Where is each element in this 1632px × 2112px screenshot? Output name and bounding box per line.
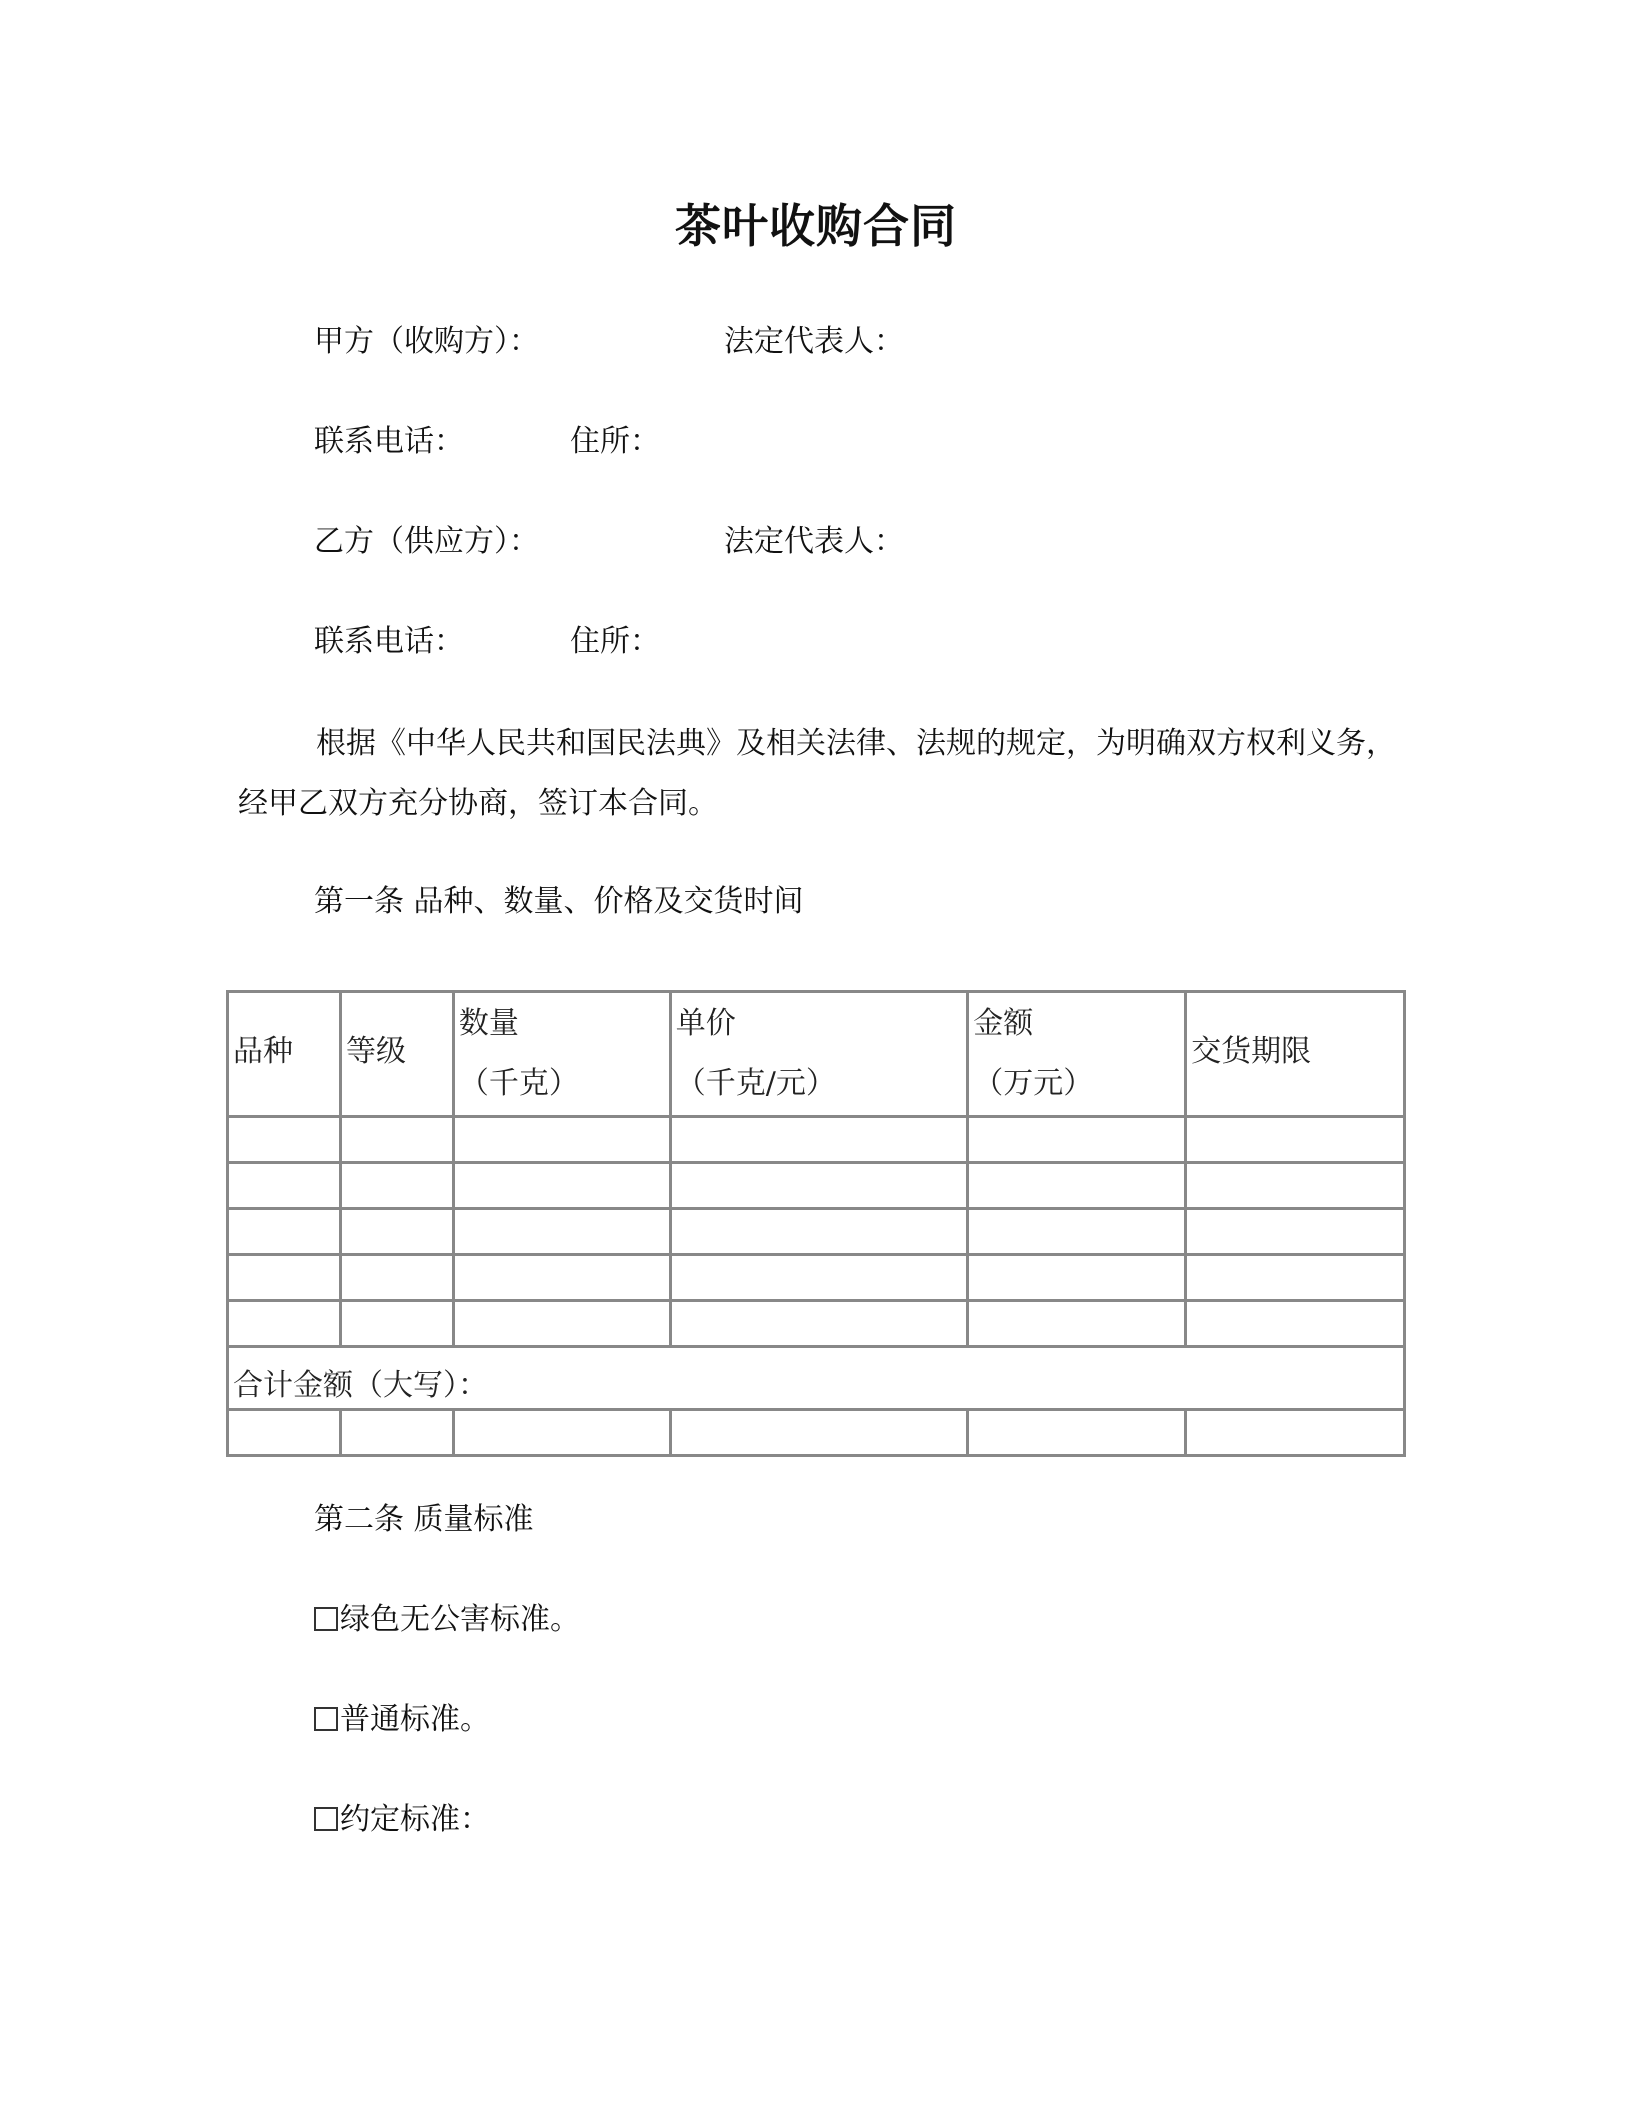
table-cell[interactable]	[228, 1209, 341, 1255]
quality-option-label: 绿色无公害标准。	[340, 1602, 580, 1637]
table-cell[interactable]	[340, 1163, 453, 1209]
header-grade: 等级	[340, 992, 453, 1117]
table-row	[228, 1410, 1405, 1456]
table-row	[228, 1301, 1405, 1347]
table-cell[interactable]	[968, 1410, 1186, 1456]
party-b-label: 乙方（供应方）：	[314, 524, 539, 559]
party-b-rep-label: 法定代表人：	[724, 524, 904, 559]
party-a-rep-label: 法定代表人：	[724, 324, 904, 359]
table-cell[interactable]	[968, 1301, 1186, 1347]
table-cell[interactable]	[228, 1255, 341, 1301]
total-amount-label[interactable]: 合计金额（大写）：	[228, 1347, 1405, 1410]
table-row	[228, 1209, 1405, 1255]
checkbox-icon[interactable]	[314, 1707, 338, 1731]
header-unit-price: 单价 （千克/元）	[670, 992, 968, 1117]
table-cell[interactable]	[670, 1301, 968, 1347]
table-cell[interactable]	[453, 1209, 670, 1255]
party-b-address-label: 住所：	[570, 624, 660, 659]
article-1-heading: 第一条 品种、数量、价格及交货时间	[314, 884, 804, 919]
party-a-phone-label: 联系电话：	[314, 424, 464, 459]
table-row	[228, 1117, 1405, 1163]
document-title: 茶叶收购合同	[675, 199, 957, 253]
table-row	[228, 1255, 1405, 1301]
quality-option-label: 普通标准。	[340, 1702, 490, 1737]
header-amount: 金额 （万元）	[968, 992, 1186, 1117]
table-cell[interactable]	[228, 1163, 341, 1209]
table-cell[interactable]	[1186, 1209, 1405, 1255]
table-cell[interactable]	[1186, 1301, 1405, 1347]
quality-option-green	[314, 1600, 580, 1640]
table-cell[interactable]	[340, 1255, 453, 1301]
table-cell[interactable]	[1186, 1163, 1405, 1209]
party-b-phone-label: 联系电话：	[314, 624, 464, 659]
header-delivery-deadline: 交货期限	[1186, 992, 1405, 1117]
article-2-heading: 第二条 质量标准	[314, 1502, 534, 1537]
table-cell[interactable]	[670, 1209, 968, 1255]
table-cell[interactable]	[670, 1255, 968, 1301]
table-cell[interactable]	[228, 1117, 341, 1163]
table-cell[interactable]	[670, 1117, 968, 1163]
table-cell[interactable]	[968, 1163, 1186, 1209]
party-a-address-label: 住所：	[570, 424, 660, 459]
table-cell[interactable]	[340, 1117, 453, 1163]
table-cell[interactable]	[453, 1301, 670, 1347]
quality-option-normal	[314, 1700, 490, 1740]
table-cell[interactable]	[968, 1117, 1186, 1163]
table-cell[interactable]	[453, 1255, 670, 1301]
table-cell[interactable]	[670, 1410, 968, 1456]
header-quantity: 数量 （千克）	[453, 992, 670, 1117]
header-variety: 品种	[228, 992, 341, 1117]
table-total-row	[228, 1347, 1405, 1410]
table-cell[interactable]	[1186, 1410, 1405, 1456]
checkbox-icon[interactable]	[314, 1807, 338, 1831]
goods-table	[226, 990, 1406, 1457]
party-a-label: 甲方（收购方）：	[314, 324, 539, 359]
table-cell[interactable]	[228, 1410, 341, 1456]
table-cell[interactable]	[340, 1209, 453, 1255]
table-cell[interactable]	[1186, 1117, 1405, 1163]
table-row	[228, 1163, 1405, 1209]
table-cell[interactable]	[453, 1410, 670, 1456]
table-cell[interactable]	[968, 1255, 1186, 1301]
quality-option-agreed	[314, 1800, 490, 1840]
table-header-row	[228, 992, 1405, 1117]
table-cell[interactable]	[453, 1117, 670, 1163]
table-cell[interactable]	[228, 1301, 341, 1347]
table-cell[interactable]	[453, 1163, 670, 1209]
table-cell[interactable]	[340, 1410, 453, 1456]
preamble-paragraph: 根据《中华人民共和国民法典》及相关法律、法规的规定，为明确双方权利义务，经甲乙双方充分协商，签订本合同。	[238, 726, 1396, 821]
checkbox-icon[interactable]	[314, 1607, 338, 1631]
table-cell[interactable]	[1186, 1255, 1405, 1301]
table-cell[interactable]	[968, 1209, 1186, 1255]
table-cell[interactable]	[340, 1301, 453, 1347]
table-cell[interactable]	[670, 1163, 968, 1209]
quality-option-label: 约定标准：	[340, 1802, 490, 1837]
